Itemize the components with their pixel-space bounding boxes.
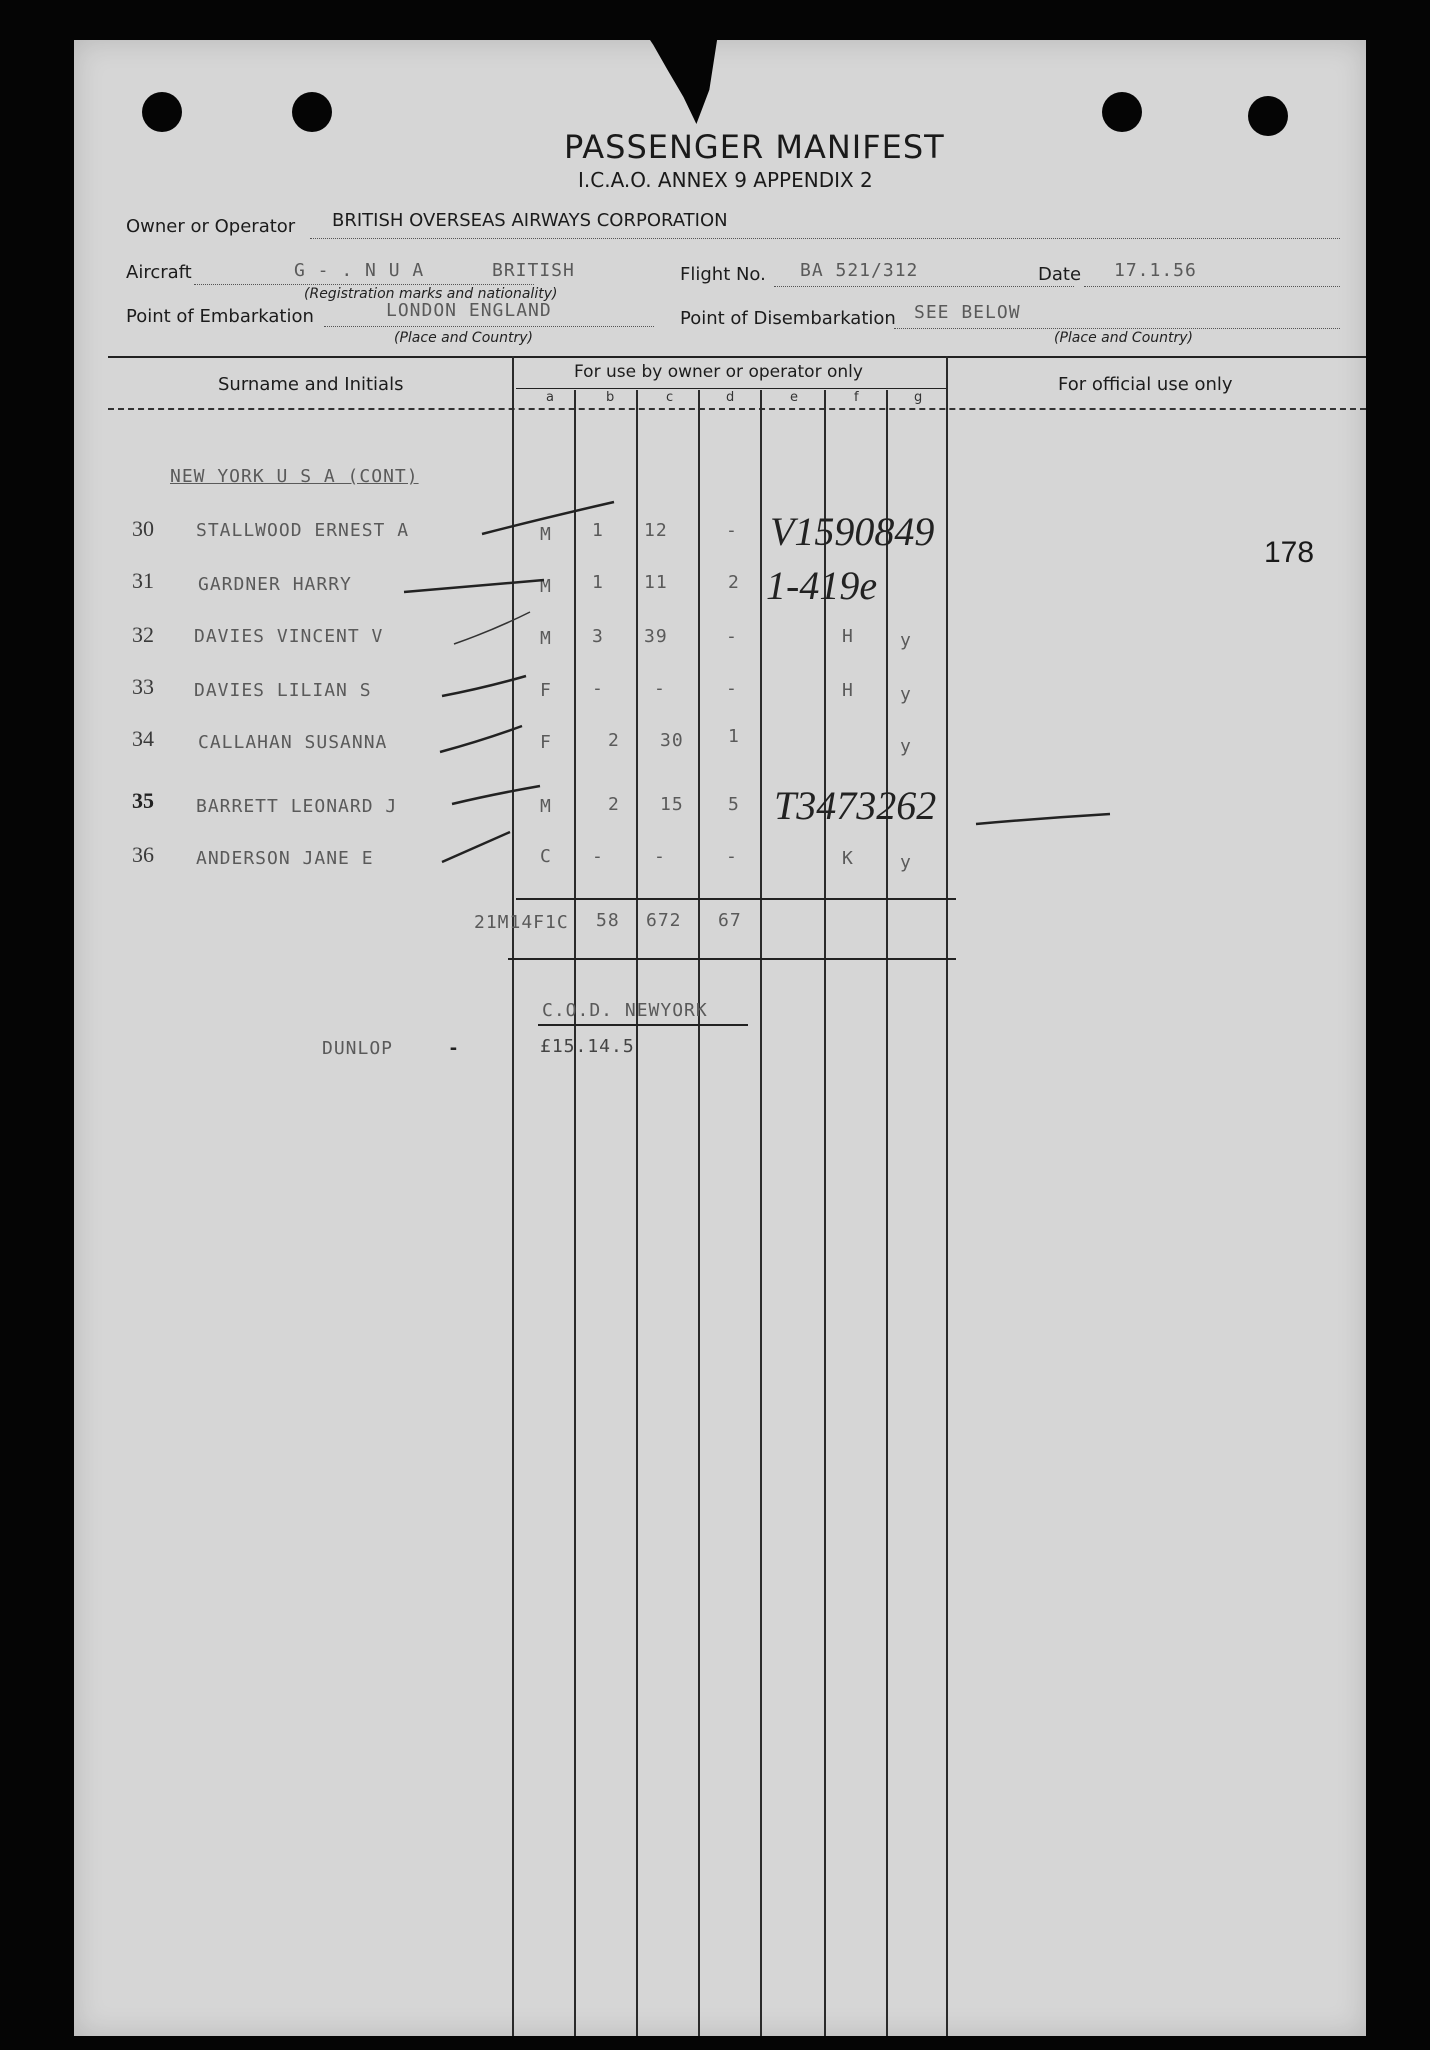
flight-label: Flight No. — [680, 264, 766, 285]
aircraft-nationality: BRITISH — [492, 260, 575, 281]
aircraft-registration: G - . N U A — [294, 260, 425, 281]
date-label: Date — [1038, 264, 1082, 285]
page-title: PASSENGER MANIFEST — [564, 128, 945, 166]
cell-b: 2 — [608, 730, 620, 751]
embarkation-value: LONDON ENGLAND — [386, 300, 552, 321]
embarkation-label: Point of Embarkation — [126, 306, 314, 327]
cell-a: C — [540, 846, 552, 867]
cell-b: 3 — [592, 626, 604, 647]
passenger-name: DAVIES LILIAN S — [194, 680, 372, 701]
cell-f: K — [842, 848, 854, 869]
row-number: 31 — [132, 568, 154, 593]
cell-g: y — [900, 852, 912, 873]
cell-a: F — [540, 732, 552, 753]
sub-column-f: f — [854, 390, 859, 405]
aircraft-label: Aircraft — [126, 262, 192, 283]
cod-underline — [538, 1024, 748, 1026]
passenger-name: STALLWOOD ERNEST A — [196, 520, 410, 541]
cell-c: - — [654, 678, 666, 699]
passenger-name: ANDERSON JANE E — [196, 848, 374, 869]
row-number: 34 — [132, 726, 154, 751]
punch-hole-right-2 — [1248, 96, 1288, 136]
totals-b: 58 — [596, 910, 620, 931]
sub-column-g: g — [914, 390, 923, 405]
embarkation-caption: (Place and Country) — [394, 330, 534, 346]
cell-b: 2 — [608, 794, 620, 815]
sub-column-c: c — [666, 390, 674, 405]
cell-d: - — [726, 678, 738, 699]
handwritten-passport-30: V1590849 — [770, 509, 935, 554]
disembarkation-label: Point of Disembarkation — [680, 308, 896, 329]
cell-d: - — [726, 626, 738, 647]
cell-a: M — [540, 796, 552, 817]
row-number: 36 — [132, 842, 154, 867]
cell-c: 39 — [644, 626, 668, 647]
section-heading: NEW YORK U S A (CONT) — [170, 466, 419, 487]
cell-g: y — [900, 630, 912, 651]
date-value: 17.1.56 — [1114, 260, 1197, 281]
column-header-operator: For use by owner or operator only — [574, 362, 863, 382]
column-header-official: For official use only — [1058, 374, 1233, 395]
disembarkation-value: SEE BELOW — [914, 302, 1021, 323]
disembarkation-caption: (Place and Country) — [1054, 330, 1194, 346]
cell-a: M — [540, 576, 552, 597]
totals-a: 21M14F1C — [474, 912, 569, 933]
punch-hole-right-1 — [1102, 92, 1142, 132]
manifest-sheet — [74, 40, 1366, 2036]
cell-g: y — [900, 736, 912, 757]
dunlop-dash: - — [448, 1038, 460, 1059]
row-number: 30 — [132, 516, 154, 541]
passenger-name: GARDNER HARRY — [198, 574, 352, 595]
cell-d: 1 — [728, 726, 740, 747]
cell-c: 30 — [660, 730, 684, 751]
cell-b: - — [592, 678, 604, 699]
cell-d: 5 — [728, 794, 740, 815]
dunlop-label: DUNLOP — [322, 1038, 394, 1059]
owner-value: BRITISH OVERSEAS AIRWAYS CORPORATION — [332, 210, 728, 231]
handwritten-passport-31: 1-419e — [766, 563, 878, 608]
totals-top-rule — [516, 898, 956, 900]
cell-b: 1 — [592, 520, 604, 541]
totals-bottom-rule — [508, 958, 956, 960]
handwritten-passport-35: T3473262 — [774, 783, 937, 828]
totals-d: 67 — [718, 910, 742, 931]
row-number: 33 — [132, 674, 154, 699]
official-number: 178 — [1264, 536, 1315, 569]
cell-g: y — [900, 684, 912, 705]
cell-a: F — [540, 680, 552, 701]
passenger-name: DAVIES VINCENT V — [194, 626, 384, 647]
flight-number: BA 521/312 — [800, 260, 919, 281]
cell-c: 12 — [644, 520, 668, 541]
handwritten-underline-35 — [974, 810, 1114, 830]
cell-c: 11 — [644, 572, 668, 593]
row-number: 32 — [132, 622, 154, 647]
cell-a: M — [540, 628, 552, 649]
cell-b: - — [592, 846, 604, 867]
cell-f: H — [842, 626, 854, 647]
cell-a: M — [540, 524, 552, 545]
date-dotted-line — [1084, 286, 1340, 287]
sub-column-b: b — [606, 390, 615, 405]
dunlop-amount: £15.14.5 — [540, 1036, 635, 1057]
cell-c: - — [654, 846, 666, 867]
cell-d: - — [726, 846, 738, 867]
cell-c: 15 — [660, 794, 684, 815]
cell-d: - — [726, 520, 738, 541]
registration-caption: (Registration marks and nationality) — [304, 286, 558, 302]
cell-b: 1 — [592, 572, 604, 593]
cell-f: H — [842, 680, 854, 701]
sub-column-e: e — [790, 390, 798, 405]
row-number: 35 — [132, 788, 154, 813]
page-subtitle: I.C.A.O. ANNEX 9 APPENDIX 2 — [578, 168, 873, 192]
cod-label: C.O.D. NEWYORK — [542, 1000, 708, 1021]
passenger-name: BARRETT LEONARD J — [196, 796, 398, 817]
column-header-surname: Surname and Initials — [218, 374, 404, 395]
sub-column-a: a — [546, 390, 554, 405]
owner-label: Owner or Operator — [126, 216, 296, 237]
sub-column-d: d — [726, 390, 735, 405]
cell-d: 2 — [728, 572, 740, 593]
passenger-name: CALLAHAN SUSANNA — [198, 732, 388, 753]
totals-c: 672 — [646, 910, 682, 931]
